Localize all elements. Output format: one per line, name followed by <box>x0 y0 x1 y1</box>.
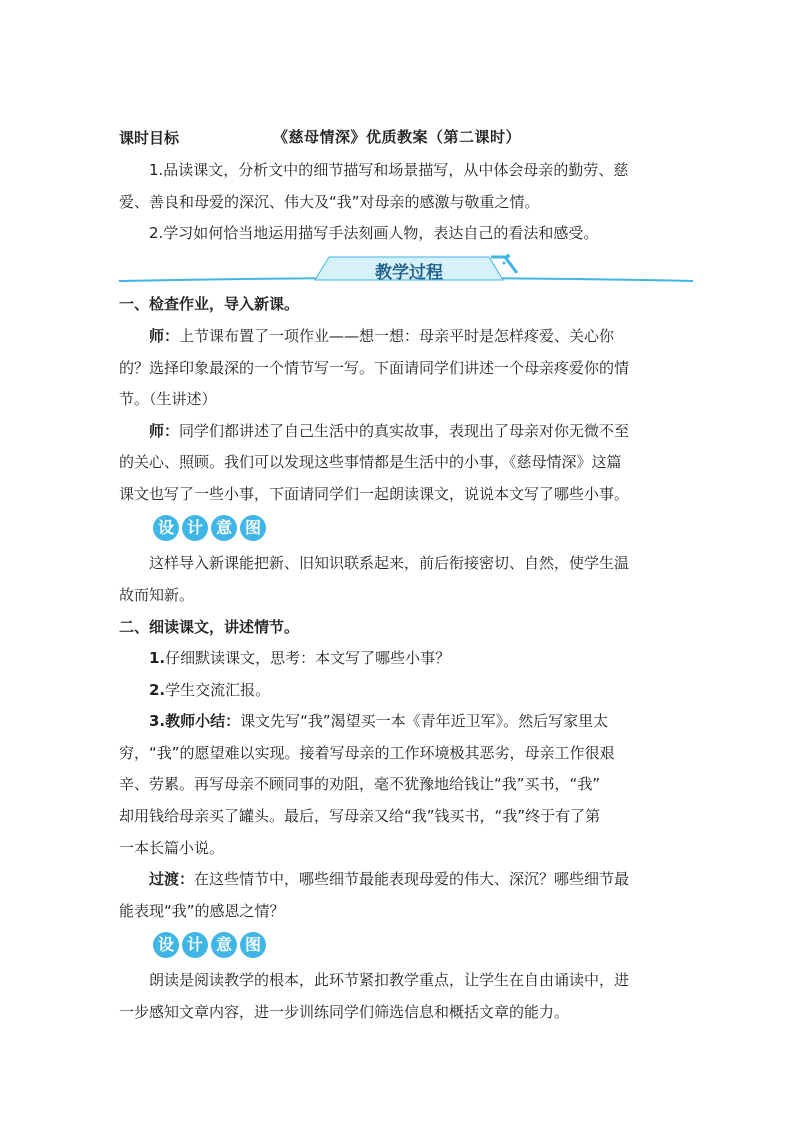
section2-heading: 二、细读课文，讲述情节。 <box>119 618 300 636</box>
section2-item-3-line-a <box>149 711 679 731</box>
section1-p2-line-a <box>149 421 679 441</box>
item-number: 1. <box>149 649 166 667</box>
section2-item-3-line-b: 穷，“我”的愿望难以实现。接着写母亲的工作环境极其恶劣，母亲工作很艰 <box>119 744 615 762</box>
badge-char: 设 <box>153 515 179 541</box>
objective-1-line-a: 1.品读课文，分析文中的细节描写和场景描写，从中体会母亲的勤劳、慈 <box>149 161 629 179</box>
objective-2: 2.学习如何恰当地运用描写手法刻画人物，表达自己的看法和感受。 <box>149 224 599 242</box>
badge-char: 意 <box>211 932 237 958</box>
banner-label: 教学过程 <box>375 263 443 283</box>
section1-p1-text: 上节课布置了一项作业——想一想：母亲平时是怎样疼爱、关心你 <box>179 327 615 345</box>
transition-line-b: 能表现“我”的感恩之情？ <box>119 902 285 920</box>
section2-design-line-b: 一步感知文章内容，进一步训练同学们筛选信息和概括文章的能力。 <box>119 1003 570 1021</box>
section2-item-3-line-c: 辛、劳累。再写母亲不顾同事的劝阻，毫不犹豫地给钱让“我”买书，“我” <box>119 775 601 793</box>
section1-p1-line-c: 节。（生讲述） <box>119 390 217 408</box>
section2-item-3-line-e: 一本长篇小说。 <box>119 839 225 857</box>
section1-p2-line-b: 的关心、照顾。我们可以发现这些事情都是生活中的小事，《慈母情深》这篇 <box>119 453 622 471</box>
item-text: 仔细默读课文，思考：本文写了哪些小事？ <box>165 649 451 667</box>
teacher-label: 师： <box>149 422 180 440</box>
page-title: 《慈母情深》优质教案（第二课时） <box>272 128 521 146</box>
teacher-label: 师： <box>149 327 180 345</box>
transition-line-a <box>149 869 679 889</box>
section2-item-3-line-d: 却用钱给母亲买了罐头。最后，写母亲又给“我”钱买书，“我”终于有了第 <box>119 807 601 825</box>
objective-1-line-b: 爱、善良和母爱的深沉、伟大及“我”对母亲的感激与敬重之情。 <box>119 193 540 211</box>
summary-label: 3.教师小结： <box>149 712 241 730</box>
section1-p2-line-c: 课文也写了一些小事，下面请同学们一起朗读课文，说说本文写了哪些小事。 <box>119 485 630 503</box>
section2-item-2 <box>149 680 679 700</box>
transition-label: 过渡： <box>149 870 195 888</box>
badge-char: 图 <box>240 515 266 541</box>
teaching-process-banner <box>119 251 693 285</box>
item-number: 2. <box>149 681 166 699</box>
section1-heading: 一、检查作业，导入新课。 <box>119 295 300 313</box>
badge-char: 图 <box>240 932 266 958</box>
section2-item-1 <box>149 648 679 668</box>
badge-char: 计 <box>182 932 208 958</box>
badge-char: 意 <box>211 515 237 541</box>
section1-design-line-a: 这样导入新课能把新、旧知识联系起来，前后衔接密切、自然，使学生温 <box>149 554 630 572</box>
section1-p2-text: 同学们都讲述了自己生活中的真实故事，表现出了母亲对你无微不至 <box>179 422 630 440</box>
section1-p1-line-a <box>149 326 679 346</box>
section1-design-line-b: 故而知新。 <box>119 586 195 604</box>
section2-design-line-a: 朗读是阅读教学的根本，此环节紧扣教学重点，让学生在自由诵读中，进 <box>149 971 630 989</box>
summary-text: 课文先写“我”渴望买一本《青年近卫军》。然后写家里太 <box>240 712 609 730</box>
transition-text: 在这些情节中，哪些细节最能表现母爱的伟大、深沉？哪些细节最 <box>194 870 630 888</box>
badge-char: 计 <box>182 515 208 541</box>
badge-char: 设 <box>153 932 179 958</box>
section1-p1-line-b: 的？选择印象最深的一个情节写一写。下面请同学们讲述一个母亲疼爱你的情 <box>119 359 630 377</box>
objectives-heading: 课时目标 <box>119 129 180 147</box>
item-text: 学生交流汇报。 <box>165 681 271 699</box>
